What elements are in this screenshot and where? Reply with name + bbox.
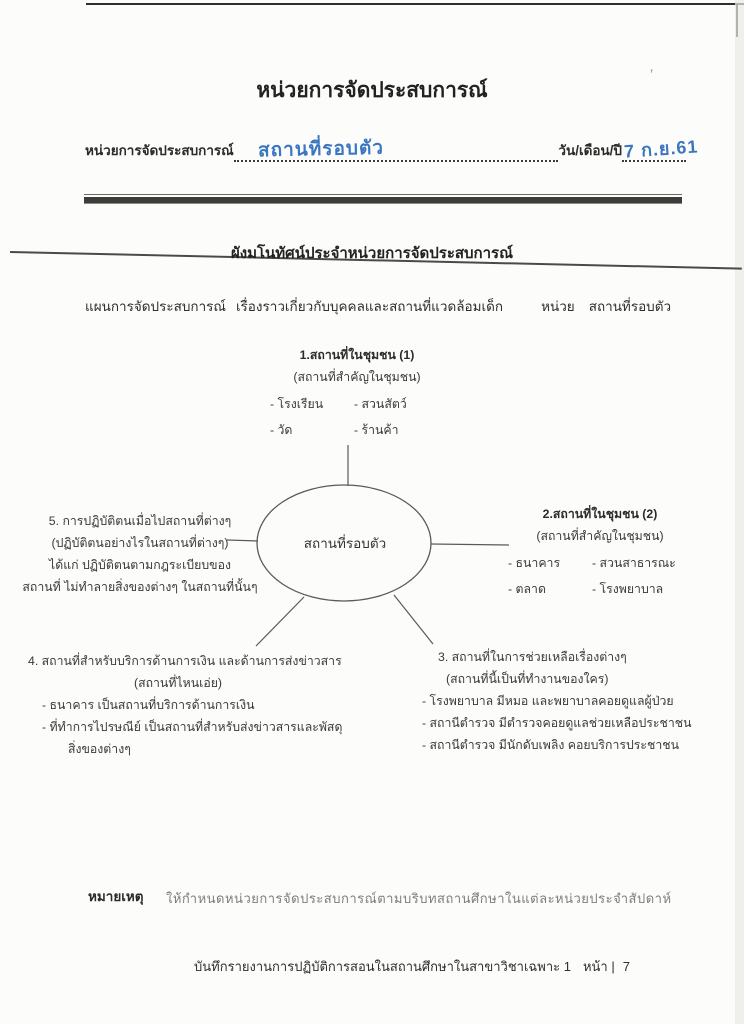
node-3-helping-places [408,646,738,756]
concept-map-heading: ผังมโนทัศน์ประจำหน่วยการจัดประสบการณ์ [230,245,514,262]
node-2-places-in-community-2 [500,503,700,600]
scan-speck: ’ [650,66,654,82]
node-3-item: - สถานีตำรวจ มีนักดับเพลิง คอยบริการประชาชน [422,738,680,752]
node-3-item: - โรงพยาบาล มีหมอ และพยาบาลคอยดูแลผู้ป่วย [422,694,674,708]
node-1-places-in-community-1 [262,344,452,441]
unit-fill-line [234,134,559,162]
plan-unit-value: สถานที่รอบตัว [588,299,672,314]
node-4-item: - ที่ทำการไปรษณีย์ เป็นสถานที่สำหรับส่งข่าวสารและพัสดุ [42,720,343,734]
node-1-subtitle: (สถานที่สำคัญในชุมชน) [293,370,421,384]
page-title: หน่วยการจัดประสบการณ์ [256,79,488,102]
node-5-line: ได้แก่ ปฏิบัติตนตามกฎระเบียบของ [49,558,231,572]
note-faded-text: ให้กำหนดหน่วยการจัดประสบการณ์ตามบริบทสถานศึกษาในแต่ละหน่วยประจำสัปดาห์ [166,891,672,906]
mind-map [0,340,744,770]
node-2-title: 2.สถานที่ในชุมชน (2) [542,507,658,521]
node-1-item: - ร้านค้า [354,423,399,437]
page-footer [110,956,714,977]
unit-form-line [85,136,700,162]
node-1-item: - โรงเรียน [270,397,324,411]
footer-page-number: 7 [622,959,630,974]
center-node-label: สถานที่รอบตัว [303,536,387,551]
node-2-item: - ตลาด [508,582,546,596]
node-3-subtitle: (สถานที่นี้เป็นที่ทำงานของใคร) [446,672,609,686]
footer-text: บันทึกรายงานการปฏิบัติการสอนในสถานศึกษาในสาขาวิชาเฉพาะ 1 [194,959,571,974]
node-4-subtitle: (สถานที่ไหนเอ่ย) [133,676,223,690]
node-1-title: 1.สถานที่ในชุมชน (1) [299,348,415,362]
node-4-item: - ธนาคาร เป็นสถานที่บริการด้านการเงิน [42,698,255,712]
plan-label: แผนการจัดประสบการณ์ [85,299,226,314]
note-row [88,885,684,906]
date-handwritten-value: 7 ก.ย.61 [623,136,700,162]
node-2-subtitle: (สถานที่สำคัญในชุมชน) [536,529,664,543]
node-4-title: 4. สถานที่สำหรับบริการด้านการเงิน และด้านการส่งข่าวสาร [28,654,342,668]
node-3-item: - สถานีตำรวจ มีตำรวจคอยดูแลช่วยเหลือประชาชน [422,716,692,730]
node-5-line: 5. การปฏิบัติตนเมื่อไปสถานที่ต่างๆ [48,514,232,528]
note-label: หมายเหตุ [88,889,144,904]
connector-bottom-right [394,595,433,644]
footer-page-label: หน้า | [582,959,615,974]
plan-unit-label: หน่วย [541,299,575,314]
node-2-item: - สวนสาธารณะ [592,556,676,570]
unit-label: หน่วยการจัดประสบการณ์ [85,143,234,158]
scan-edge-top [86,3,744,5]
section-divider-rule [84,194,682,204]
node-2-item: - โรงพยาบาล [592,582,664,596]
plan-topic: เรื่องราวเกี่ยวกับบุคคลและสถานที่แวดล้อมเด็ก [235,299,504,314]
date-fill-line [622,134,700,162]
node-1-item: - สวนสัตว์ [354,397,407,411]
node-1-item: - วัด [270,423,293,437]
node-2-item: - ธนาคาร [508,556,561,570]
date-label: วัน/เดือน/ปี [558,143,622,158]
plan-line [85,295,724,317]
unit-handwritten-value: สถานที่รอบตัว [257,137,384,162]
connector-bottom-left [256,597,304,646]
node-5-line: สถานที่ ไม่ทำลายสิ่งของต่างๆ ในสถานที่นั้นๆ [22,580,258,594]
node-3-title: 3. สถานที่ในการช่วยเหลือเรื่องต่างๆ [438,650,627,664]
node-5-line: (ปฏิบัติตนอย่างไรในสถานที่ต่างๆ) [51,536,229,550]
node-4-money-and-mail-services [28,650,368,760]
node-4-item-continuation: สิ่งของต่างๆ [68,742,131,756]
node-5-behavior-at-places [20,510,260,598]
connector-right [431,544,509,545]
